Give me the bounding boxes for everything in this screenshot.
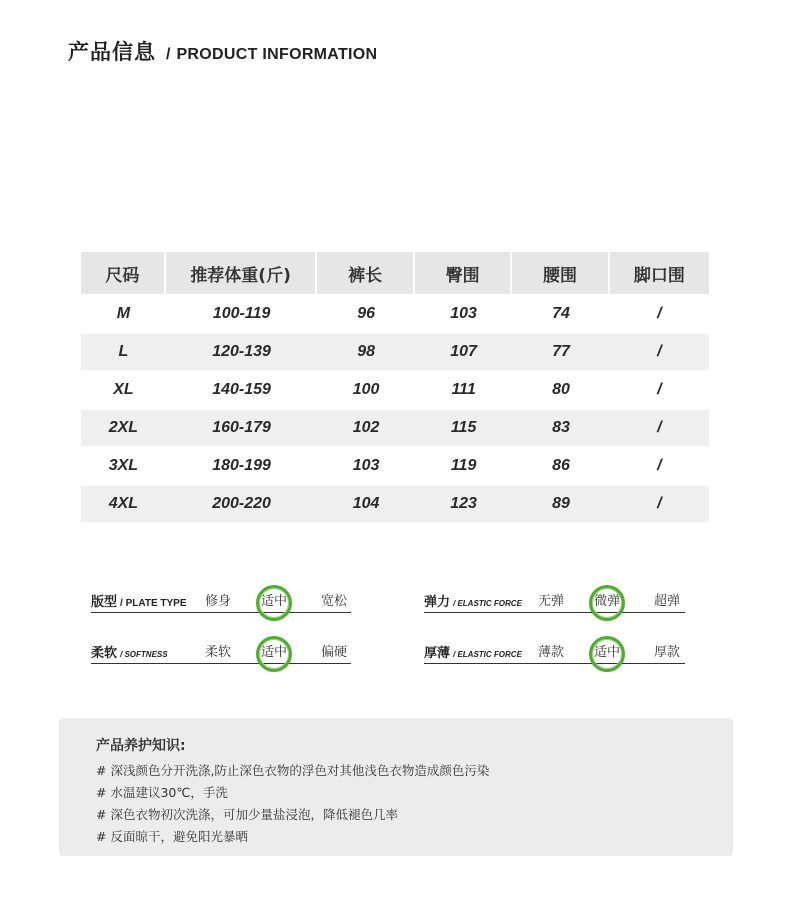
thickness-selected-circle xyxy=(589,636,625,672)
elasticity-label-en: / ELASTIC FORCE xyxy=(453,599,522,608)
cell-leg-opening: / xyxy=(610,334,709,372)
cell-size: M xyxy=(81,296,166,334)
cell-weight: 180-199 xyxy=(166,448,318,486)
table-row xyxy=(81,448,709,486)
table-row xyxy=(81,334,709,372)
header-weight: 推荐体重(斤) xyxy=(166,252,318,296)
cell-waist: 86 xyxy=(512,448,609,486)
elasticity-option-selected: 微弹 xyxy=(593,594,621,609)
cell-waist: 89 xyxy=(512,486,609,524)
title-separator: / xyxy=(166,46,171,63)
cell-hip: 119 xyxy=(415,448,513,486)
table-header-row xyxy=(81,252,709,296)
thickness-option-selected: 适中 xyxy=(593,645,621,660)
cell-size: 2XL xyxy=(81,410,166,448)
softness-option: 偏硬 xyxy=(320,645,348,660)
cell-hip: 115 xyxy=(415,410,513,448)
softness-label-en: / SOFTNESS xyxy=(120,650,168,659)
care-item: # 深色衣物初次洗涤，可加少量盐浸泡，降低褪色几率 xyxy=(96,807,398,822)
cell-pants-length: 103 xyxy=(317,448,415,486)
cell-weight: 140-159 xyxy=(166,372,318,410)
care-item: # 深浅颜色分开洗涤,防止深色衣物的浮色对其他浅色衣物造成颜色污染 xyxy=(96,763,490,778)
elasticity-selected-circle xyxy=(589,585,625,621)
care-instructions-panel xyxy=(59,718,733,856)
fit-scale xyxy=(91,588,351,613)
fit-option-selected: 适中 xyxy=(260,594,288,609)
softness-option: 柔软 xyxy=(204,645,232,660)
table-row xyxy=(81,486,709,524)
header-waist: 腰围 xyxy=(512,252,609,296)
cell-weight: 120-139 xyxy=(166,334,318,372)
care-title: 产品养护知识: xyxy=(96,738,186,754)
thickness-label-en: / ELASTIC FORCE xyxy=(453,650,522,659)
table-row xyxy=(81,296,709,334)
cell-waist: 77 xyxy=(512,334,609,372)
cell-pants-length: 102 xyxy=(317,410,415,448)
cell-leg-opening: / xyxy=(610,296,709,334)
cell-leg-opening: / xyxy=(610,410,709,448)
fit-option: 宽松 xyxy=(320,594,348,609)
cell-waist: 80 xyxy=(512,372,609,410)
fit-selected-circle xyxy=(256,585,292,621)
header-size: 尺码 xyxy=(81,252,166,296)
cell-size: XL xyxy=(81,372,166,410)
fit-label-en: / PLATE TYPE xyxy=(120,598,187,609)
softness-label: 柔软 xyxy=(91,646,118,661)
cell-hip: 107 xyxy=(415,334,513,372)
elasticity-option: 无弹 xyxy=(537,594,565,609)
elasticity-scale xyxy=(424,588,685,613)
cell-leg-opening: / xyxy=(610,448,709,486)
fit-option: 修身 xyxy=(204,594,232,609)
cell-pants-length: 96 xyxy=(317,296,415,334)
cell-pants-length: 100 xyxy=(317,372,415,410)
softness-scale xyxy=(91,639,351,664)
cell-waist: 74 xyxy=(512,296,609,334)
header-hip: 臀围 xyxy=(415,252,513,296)
thickness-option: 薄款 xyxy=(537,645,565,660)
cell-leg-opening: / xyxy=(610,372,709,410)
cell-waist: 83 xyxy=(512,410,609,448)
care-item: # 水温建议30℃，手洗 xyxy=(96,785,228,800)
elasticity-label: 弹力 xyxy=(424,595,451,610)
table-row xyxy=(81,372,709,410)
cell-hip: 111 xyxy=(415,372,513,410)
thickness-scale xyxy=(424,639,685,664)
page-header xyxy=(68,36,377,66)
fit-label: 版型 xyxy=(91,595,118,610)
care-item: # 反面晾干，避免阳光暴晒 xyxy=(96,829,248,844)
thickness-label: 厚薄 xyxy=(424,646,451,661)
table-row xyxy=(81,410,709,448)
page-title-en: PRODUCT INFORMATION xyxy=(176,46,378,63)
header-pants-length: 裤长 xyxy=(317,252,415,296)
cell-leg-opening: / xyxy=(610,486,709,524)
elasticity-option: 超弹 xyxy=(653,594,681,609)
cell-hip: 123 xyxy=(415,486,513,524)
cell-pants-length: 98 xyxy=(317,334,415,372)
cell-size: 3XL xyxy=(81,448,166,486)
cell-pants-length: 104 xyxy=(317,486,415,524)
size-chart-table xyxy=(81,252,709,524)
page-title: 产品信息 xyxy=(68,40,156,64)
softness-option-selected: 适中 xyxy=(260,645,288,660)
cell-weight: 100-119 xyxy=(166,296,318,334)
softness-selected-circle xyxy=(256,636,292,672)
cell-weight: 200-220 xyxy=(166,486,318,524)
header-leg-opening: 脚口围 xyxy=(610,252,709,296)
cell-weight: 160-179 xyxy=(166,410,318,448)
cell-size: 4XL xyxy=(81,486,166,524)
cell-size: L xyxy=(81,334,166,372)
cell-hip: 103 xyxy=(415,296,513,334)
thickness-option: 厚款 xyxy=(653,645,681,660)
